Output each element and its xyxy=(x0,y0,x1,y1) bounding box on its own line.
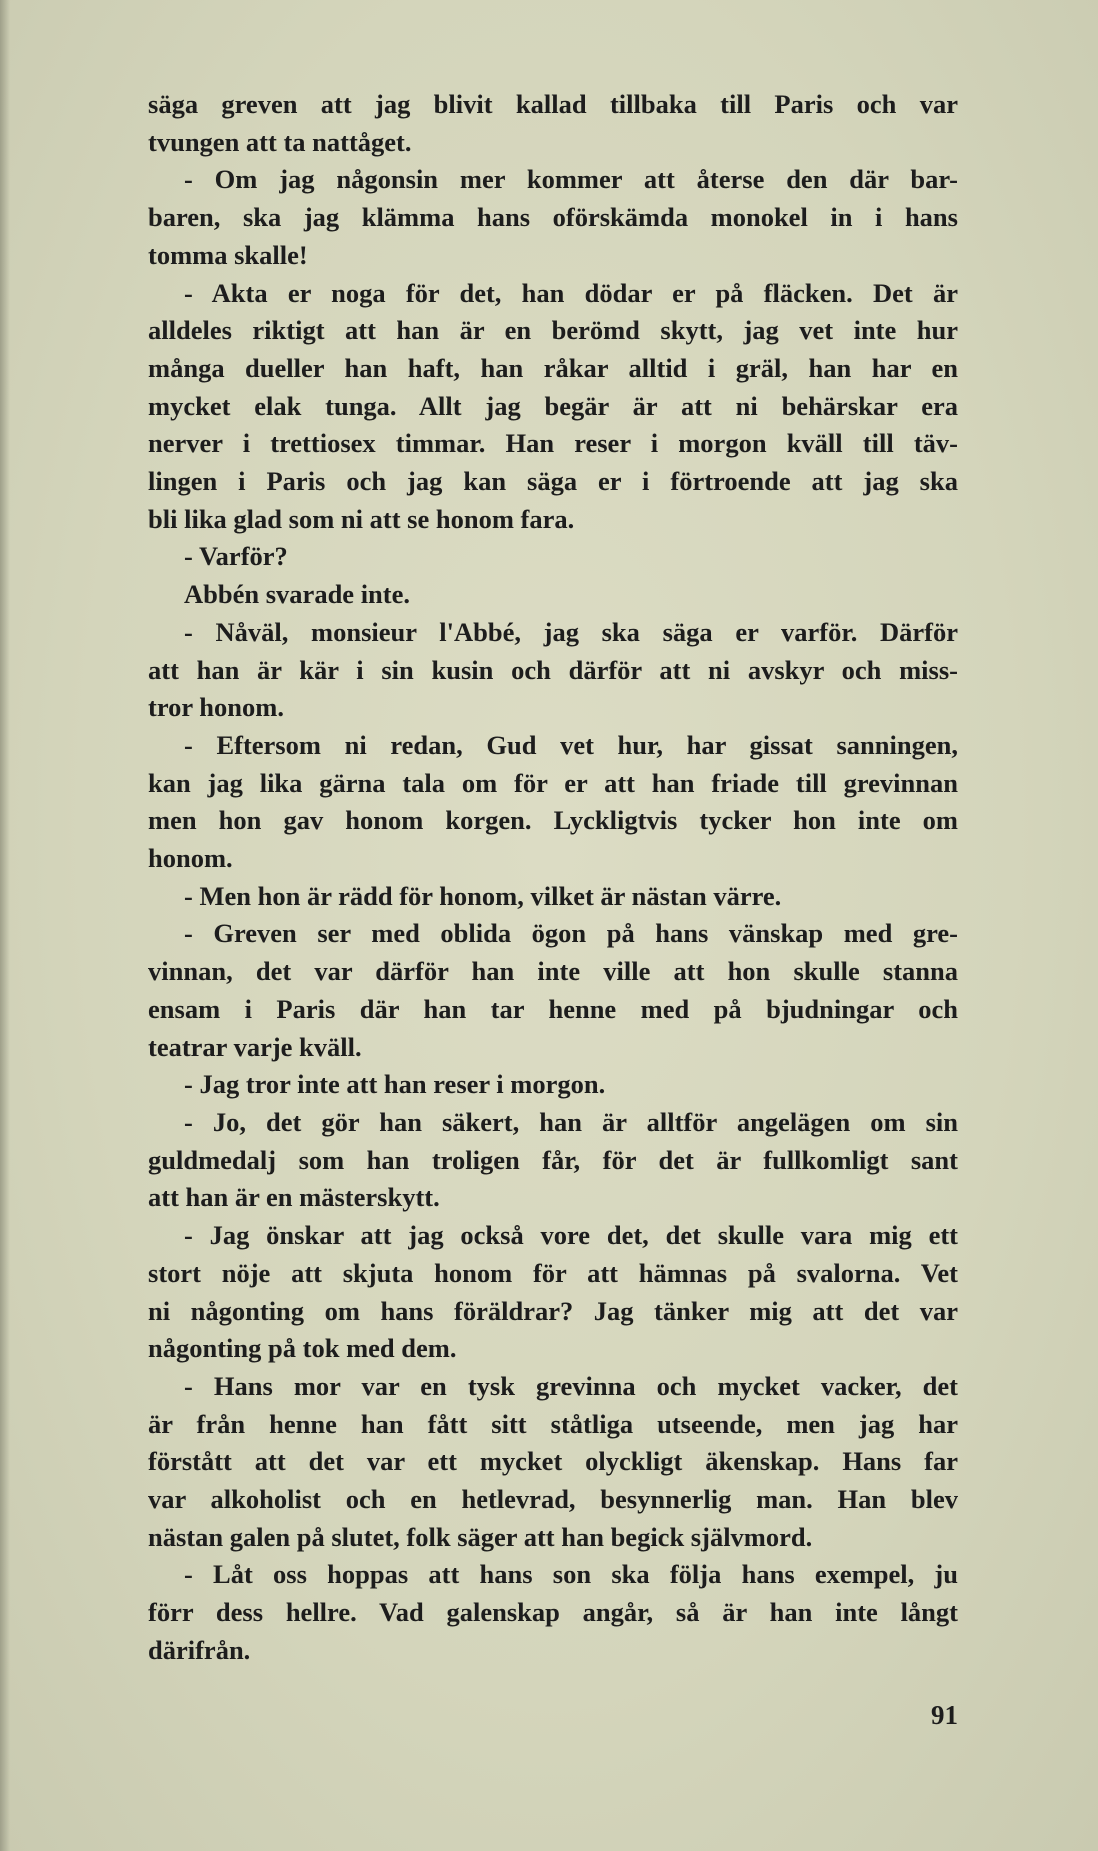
text-line: mycket elak tunga. Allt jag begär är att ni behärskar era xyxy=(148,390,958,421)
body-text xyxy=(148,86,958,1670)
text-line: är från henne han fått sitt ståtliga utseende, men jag har xyxy=(148,1408,958,1439)
page-edge-shadow xyxy=(0,0,10,1851)
paragraph xyxy=(148,1066,958,1104)
text-line: tvungen att ta nattåget. xyxy=(148,126,412,157)
text-line: - Akta er noga för det, han dödar er på fläcken. Det är xyxy=(184,277,958,308)
text-line: alldeles riktigt att han är en berömd skytt, jag vet inte hur xyxy=(148,315,958,346)
text-line: - Om jag någonsin mer kommer att återse den där bar- xyxy=(184,164,958,195)
text-line: honom. xyxy=(148,843,233,874)
text-line: nerver i trettiosex timmar. Han reser i morgon kväll till täv- xyxy=(148,428,958,459)
paragraph xyxy=(148,161,958,274)
text-line: - Låt oss hoppas att hans son ska följa hans exempel, ju xyxy=(184,1559,958,1590)
text-line: guldmedalj som han troligen får, för det är fullkomligt sant xyxy=(148,1144,958,1175)
text-line: att han är en mästerskytt. xyxy=(148,1182,440,1213)
paragraph xyxy=(148,614,958,727)
page-number: 91 xyxy=(931,1700,958,1730)
text-line: förr dess hellre. Vad galenskap angår, så är han inte långt xyxy=(148,1597,958,1628)
text-line: var alkoholist och en hetlevrad, besynnerlig man. Han blev xyxy=(148,1484,958,1515)
paragraph xyxy=(148,915,958,1066)
text-line: - Greven ser med oblida ögon på hans vänskap med gre- xyxy=(184,918,958,949)
text-line: stort nöje att skjuta honom för att hämnas på svalorna. Vet xyxy=(148,1257,958,1288)
paragraph xyxy=(148,1556,958,1669)
text-line: därifrån. xyxy=(148,1634,251,1665)
text-line: - Nåväl, monsieur l'Abbé, jag ska säga er varför. Därför xyxy=(184,616,958,647)
text-line: vinnan, det var därför han inte ville att hon skulle stanna xyxy=(148,956,958,987)
paragraph xyxy=(148,86,958,161)
paragraph xyxy=(148,1217,958,1368)
text-line: tror honom. xyxy=(148,692,284,723)
text-line: någonting på tok med dem. xyxy=(148,1333,457,1364)
text-line: - Men hon är rädd för honom, vilket är nästan värre. xyxy=(184,880,782,911)
paragraph xyxy=(148,275,958,539)
text-line: förstått att det var ett mycket olyckligt äkenskap. Hans far xyxy=(148,1446,958,1477)
paragraph xyxy=(148,878,958,916)
text-line: Abbén svarade inte. xyxy=(184,579,411,610)
text-line: bli lika glad som ni att se honom fara. xyxy=(148,503,575,534)
text-line: baren, ska jag klämma hans oförskämda monokel in i hans xyxy=(148,202,958,233)
text-line: - Jag tror inte att han reser i morgon. xyxy=(184,1069,606,1100)
text-line: - Jo, det gör han säkert, han är alltför angelägen om sin xyxy=(184,1106,958,1137)
paragraph xyxy=(148,576,958,614)
text-line: säga greven att jag blivit kallad tillbaka till Paris och var xyxy=(148,89,958,119)
text-line: tomma skalle! xyxy=(148,239,308,270)
paragraph xyxy=(148,1368,958,1557)
paragraph xyxy=(148,538,958,576)
text-line: lingen i Paris och jag kan säga er i förtroende att jag ska xyxy=(148,466,958,497)
text-line: - Eftersom ni redan, Gud vet hur, har gissat sanningen, xyxy=(184,729,958,760)
text-line: - Varför? xyxy=(184,541,288,572)
text-line: - Hans mor var en tysk grevinna och mycket vacker, det xyxy=(184,1370,958,1401)
text-line: kan jag lika gärna tala om för er att han friade till grevinnan xyxy=(148,767,958,798)
text-line: ni någonting om hans föräldrar? Jag tänker mig att det var xyxy=(148,1295,958,1326)
text-line: nästan galen på slutet, folk säger att han begick självmord. xyxy=(148,1521,813,1552)
paragraph xyxy=(148,1104,958,1217)
text-line: att han är kär i sin kusin och därför att ni avskyr och miss- xyxy=(148,654,958,685)
text-line: - Jag önskar att jag också vore det, det skulle vara mig ett xyxy=(184,1220,958,1251)
text-line: men hon gav honom korgen. Lyckligtvis tycker hon inte om xyxy=(148,805,958,836)
text-line: många dueller han haft, han råkar alltid i gräl, han har en xyxy=(148,352,958,383)
text-line: ensam i Paris där han tar henne med på bjudningar och xyxy=(148,993,958,1024)
text-line: teatrar varje kväll. xyxy=(148,1031,362,1062)
paragraph xyxy=(148,727,958,878)
